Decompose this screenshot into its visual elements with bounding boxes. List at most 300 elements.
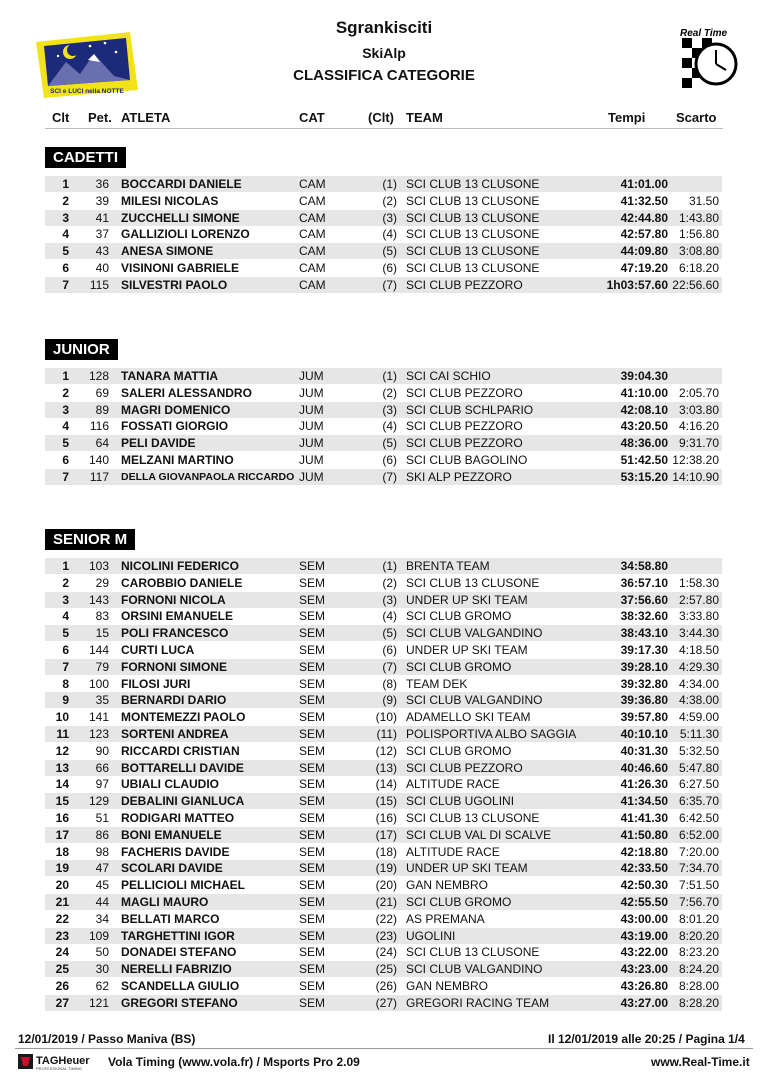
cell-team: TEAM DEK [406, 676, 468, 691]
cell-pet: 83 [95, 609, 109, 624]
cell-pet: 90 [95, 743, 109, 758]
sci-e-luci-logo [30, 28, 142, 100]
cell-clt: 2 [62, 193, 69, 208]
cell-name: PELLICIOLI MICHAEL [121, 878, 245, 893]
table-row [45, 676, 722, 692]
cell-team: SCI CLUB 13 CLUSONE [406, 244, 540, 259]
col-athlete: ATLETA [121, 110, 171, 125]
cell-clt: 16 [55, 811, 69, 825]
cell-name: FILOSI JURI [121, 676, 191, 691]
discipline-title: SkiAlp [362, 45, 406, 61]
table-row [45, 176, 722, 192]
cell-pos: (25) [375, 962, 397, 977]
cell-name: PELI DAVIDE [121, 436, 196, 451]
cell-pet: 109 [88, 928, 109, 943]
cell-time: 41:32.50 [620, 193, 668, 208]
cell-pos: (22) [375, 911, 397, 926]
cell-pos: (4) [382, 419, 397, 434]
cell-gap: 4:16.20 [678, 419, 719, 434]
cell-team: SCI CLUB SCHLPARIO [406, 402, 534, 417]
cell-gap: 6:18.20 [678, 261, 719, 275]
cell-pet: 69 [95, 385, 109, 400]
cell-clt: 20 [55, 878, 69, 893]
cell-team: SCI CLUB VALGANDINO [406, 693, 543, 708]
cell-name: POLI FRANCESCO [121, 626, 229, 641]
table-row [45, 709, 722, 725]
cell-pet: 123 [88, 727, 109, 741]
cell-cat: SEM [299, 861, 326, 876]
cell-name: NICOLINI FEDERICO [121, 559, 240, 573]
table-row [45, 978, 722, 994]
cell-name: RICCARDI CRISTIAN [121, 743, 240, 758]
cell-team: SCI CLUB 13 CLUSONE [406, 261, 540, 275]
table-row [45, 260, 722, 276]
cell-name: NERELLI FABRIZIO [121, 962, 232, 977]
table-row [45, 435, 722, 451]
cell-pos: (16) [375, 811, 397, 825]
cell-gap: 5:11.30 [679, 727, 719, 741]
col-gap: Scarto [676, 110, 717, 125]
table-row [45, 877, 722, 893]
cell-time: 42:55.50 [620, 895, 668, 909]
cell-clt: 27 [55, 995, 69, 1010]
cell-pet: 43 [95, 244, 109, 259]
cell-name: ORSINI EMANUELE [121, 609, 234, 624]
table-row [45, 760, 722, 776]
cell-name: FORNONI NICOLA [121, 592, 226, 607]
cell-name: DEBALINI GIANLUCA [121, 794, 245, 809]
cell-team: SCI CLUB 13 CLUSONE [406, 177, 540, 191]
cell-time: 53:15.20 [620, 469, 668, 484]
cell-cat: SEM [299, 559, 326, 573]
cell-clt: 25 [55, 962, 69, 977]
cell-time: 41:41.30 [620, 811, 668, 825]
cell-cat: SEM [299, 827, 326, 842]
cell-name: MAGRI DOMENICO [121, 402, 231, 417]
cell-time: 42:50.30 [620, 878, 668, 893]
cell-team: ALTITUDE RACE [406, 777, 500, 792]
cell-gap: 6:42.50 [678, 811, 719, 825]
cell-team: BRENTA TEAM [406, 559, 490, 573]
cell-team: SCI CLUB GROMO [406, 609, 512, 624]
cell-gap: 8:20.20 [678, 928, 719, 943]
cell-cat: SEM [299, 676, 326, 691]
cell-time: 47:19.20 [620, 261, 668, 275]
cell-clt: 18 [55, 844, 69, 859]
cell-team: SCI CLUB UGOLINI [406, 794, 515, 809]
table-row [45, 961, 722, 977]
cell-name: BOTTARELLI DAVIDE [121, 760, 244, 775]
cell-clt: 12 [55, 743, 69, 758]
cell-pos: (7) [382, 659, 397, 674]
cell-pos: (14) [375, 777, 397, 792]
cell-time: 48:36.00 [620, 436, 668, 451]
cell-gap: 3:44.30 [678, 626, 719, 641]
footer-date-place: 12/01/2019 / Passo Maniva (BS) [18, 1032, 196, 1046]
cell-team: GREGORI RACING TEAM [406, 995, 550, 1010]
cell-clt: 22 [55, 911, 69, 926]
table-row [45, 469, 722, 485]
cell-time: 43:27.00 [620, 995, 668, 1010]
cell-team: SCI CLUB VAL DI SCALVE [406, 827, 552, 842]
cell-team: GAN NEMBRO [406, 878, 489, 893]
logo-right-caption: Real Time [680, 28, 728, 39]
cell-pet: 30 [95, 962, 109, 977]
cell-team: SCI CLUB PEZZORO [406, 277, 523, 292]
cell-team: SKI ALP PEZZORO [406, 469, 512, 484]
cell-name: DONADEI STEFANO [121, 945, 237, 960]
cell-pet: 47 [95, 861, 109, 876]
cell-cat: SEM [299, 895, 326, 909]
cell-clt: 4 [62, 227, 69, 242]
cell-gap: 8:24.20 [678, 962, 719, 977]
cell-gap: 5:47.80 [678, 760, 719, 775]
cell-team: UNDER UP SKI TEAM [406, 592, 528, 607]
table-row [45, 402, 722, 418]
cell-time: 43:19.00 [620, 928, 668, 943]
cell-pet: 40 [95, 261, 109, 275]
cell-time: 1h03:57.60 [606, 277, 668, 292]
cell-pet: 34 [95, 911, 109, 926]
cell-pos: (1) [382, 177, 397, 191]
cell-cat: SEM [299, 995, 326, 1010]
cell-clt: 1 [62, 177, 69, 191]
cell-time: 42:57.80 [620, 227, 668, 242]
ranking-title: CLASSIFICA CATEGORIE [293, 67, 475, 84]
cell-pet: 140 [88, 453, 109, 467]
cell-pos: (3) [382, 592, 397, 607]
cell-pet: 37 [95, 227, 109, 242]
cell-clt: 7 [62, 277, 69, 292]
footer-website: www.Real-Time.it [651, 1055, 750, 1069]
cell-pos: (27) [375, 995, 397, 1010]
col-time: Tempi [608, 110, 646, 125]
cell-name: SALERI ALESSANDRO [121, 385, 252, 400]
cell-clt: 7 [62, 469, 69, 484]
cell-name: MAGLI MAURO [121, 895, 209, 909]
cell-cat: CAM [299, 210, 326, 225]
cell-time: 39:32.80 [620, 676, 668, 691]
cell-time: 39:57.80 [620, 710, 668, 725]
cell-name: CURTI LUCA [121, 643, 195, 657]
cell-clt: 5 [62, 626, 69, 641]
cell-pet: 115 [89, 277, 109, 292]
cell-team: SCI CLUB 13 CLUSONE [406, 575, 540, 590]
cell-cat: SEM [299, 911, 326, 926]
cell-pet: 100 [88, 676, 109, 691]
table-row [45, 226, 722, 242]
cell-pos: (10) [375, 710, 397, 725]
cell-gap: 7:51.50 [678, 878, 719, 893]
cell-cat: CAM [299, 193, 326, 208]
cell-gap: 8:28.00 [678, 979, 719, 993]
col-cat: CAT [299, 110, 325, 125]
cell-cat: JUM [299, 385, 324, 400]
cell-name: FOSSATI GIORGIO [121, 419, 229, 434]
cell-cat: CAM [299, 244, 326, 259]
cell-gap: 3:03.80 [678, 402, 719, 417]
cell-cat: SEM [299, 777, 326, 792]
cell-time: 36:57.10 [620, 575, 668, 590]
cell-team: SCI CLUB 13 CLUSONE [406, 210, 540, 225]
cell-clt: 10 [55, 710, 69, 725]
cell-name: GALLIZIOLI LORENZO [121, 227, 250, 242]
cell-clt: 24 [55, 945, 69, 960]
cell-cat: JUM [299, 453, 324, 467]
table-row [45, 793, 722, 809]
cell-gap: 2:57.80 [678, 592, 719, 607]
table-row [45, 385, 722, 401]
table-row [45, 277, 722, 293]
cell-cat: SEM [299, 743, 326, 758]
cell-team: SCI CLUB 13 CLUSONE [406, 811, 540, 825]
footer-timing: Vola Timing (www.vola.fr) / Msports Pro 2.09 [108, 1055, 360, 1069]
cell-clt: 14 [55, 777, 69, 792]
table-row [45, 452, 722, 468]
cell-gap: 8:01.20 [678, 911, 719, 926]
cell-team: SCI CLUB VALGANDINO [406, 962, 543, 977]
cell-cat: JUM [299, 436, 324, 451]
cell-gap: 3:08.80 [678, 244, 719, 259]
category-heading: SENIOR M [45, 529, 135, 550]
cell-pos: (1) [382, 369, 397, 383]
cell-cat: SEM [299, 811, 326, 825]
cell-team: ALTITUDE RACE [406, 844, 500, 859]
cell-gap: 1:56.80 [678, 227, 719, 242]
cell-cat: SEM [299, 710, 326, 725]
cell-name: CAROBBIO DANIELE [121, 575, 243, 590]
cell-gap: 22:56.60 [672, 277, 719, 292]
cell-team: UNDER UP SKI TEAM [406, 643, 528, 657]
table-row [45, 810, 722, 826]
table-row [45, 575, 722, 591]
cell-name: UBIALI CLAUDIO [121, 777, 219, 792]
cell-name: GREGORI STEFANO [121, 995, 238, 1010]
cell-team: SCI CLUB GROMO [406, 895, 512, 909]
col-clt: Clt [52, 110, 70, 125]
cell-pet: 62 [95, 979, 109, 993]
cell-pos: (13) [375, 760, 397, 775]
cell-pos: (7) [382, 277, 397, 292]
table-row [45, 844, 722, 860]
cell-pos: (3) [382, 402, 397, 417]
cell-pos: (26) [375, 979, 397, 993]
cell-pos: (5) [382, 436, 397, 451]
table-row [45, 608, 722, 624]
cell-pet: 35 [95, 693, 109, 708]
cell-clt: 4 [62, 609, 69, 624]
tagheuer-wordmark: TAGHeuer [36, 1055, 90, 1067]
cell-pos: (12) [375, 743, 397, 758]
cell-cat: CAM [299, 177, 326, 191]
cell-pet: 121 [88, 995, 109, 1010]
cell-pos: (23) [375, 928, 397, 943]
cell-name: MONTEMEZZI PAOLO [121, 710, 246, 725]
table-row [45, 558, 722, 574]
cell-clt: 5 [62, 436, 69, 451]
cell-pet: 79 [95, 659, 109, 674]
cell-cat: SEM [299, 609, 326, 624]
table-row [45, 193, 722, 209]
cell-pos: (6) [382, 643, 397, 657]
cell-pos: (5) [382, 244, 397, 259]
col-pet: Pet. [88, 110, 112, 125]
cell-clt: 4 [62, 419, 69, 434]
cell-cat: SEM [299, 659, 326, 674]
cell-cat: SEM [299, 727, 326, 741]
cell-name: BELLATI MARCO [121, 911, 220, 926]
cell-pet: 39 [95, 193, 109, 208]
table-row [45, 625, 722, 641]
cell-name: SCANDELLA GIULIO [121, 979, 240, 993]
cell-pet: 116 [89, 419, 109, 434]
cell-pet: 117 [89, 469, 109, 484]
cell-pet: 144 [88, 643, 109, 657]
cell-pos: (21) [375, 895, 397, 909]
category-heading: CADETTI [45, 147, 126, 168]
cell-time: 43:23.00 [620, 962, 668, 977]
cell-name: ANESA SIMONE [121, 244, 214, 259]
logo-left-caption: SCI e LUCI nella NOTTE [50, 88, 124, 95]
table-row [45, 776, 722, 792]
cell-time: 42:08.10 [620, 402, 668, 417]
cell-pet: 29 [95, 575, 109, 590]
footer-print-info: Il 12/01/2019 alle 20:25 / Pagina 1/4 [548, 1032, 745, 1046]
cell-clt: 23 [55, 928, 69, 943]
cell-pet: 15 [95, 626, 109, 641]
cell-pos: (4) [382, 227, 397, 242]
cell-time: 42:18.80 [620, 844, 668, 859]
cell-cat: SEM [299, 760, 326, 775]
cell-team: SCI CLUB 13 CLUSONE [406, 945, 540, 960]
cell-pet: 89 [95, 402, 109, 417]
cell-pos: (24) [375, 945, 397, 960]
cell-pet: 41 [95, 210, 109, 225]
table-row [45, 743, 722, 759]
cell-team: SCI CAI SCHIO [406, 369, 491, 383]
table-row [45, 692, 722, 708]
table-row [45, 726, 722, 742]
cell-time: 41:50.80 [620, 827, 668, 842]
cell-name: BERNARDI DARIO [121, 693, 227, 708]
cell-time: 41:10.00 [620, 385, 668, 400]
cell-gap: 7:34.70 [678, 861, 719, 876]
cell-pos: (6) [382, 261, 397, 275]
cell-team: UGOLINI [406, 928, 456, 943]
table-row [45, 642, 722, 658]
cell-clt: 21 [55, 895, 69, 909]
cell-pos: (4) [382, 609, 397, 624]
cell-team: POLISPORTIVA ALBO SAGGIA [406, 727, 577, 741]
cell-clt: 13 [55, 760, 69, 775]
cell-pos: (15) [375, 794, 397, 809]
cell-team: SCI CLUB PEZZORO [406, 436, 523, 451]
cell-pos: (17) [375, 827, 397, 842]
cell-cat: SEM [299, 643, 326, 657]
cell-time: 42:44.80 [620, 210, 668, 225]
cell-cat: CAM [299, 277, 326, 292]
cell-pos: (2) [382, 385, 397, 400]
cell-clt: 5 [62, 244, 69, 259]
cell-clt: 2 [62, 575, 69, 590]
cell-pos: (18) [375, 844, 397, 859]
cell-time: 41:34.50 [620, 794, 668, 809]
cell-clt: 8 [62, 676, 69, 691]
table-row [45, 928, 722, 944]
cell-time: 41:01.00 [620, 177, 668, 191]
table-row [45, 944, 722, 960]
cell-time: 44:09.80 [620, 244, 668, 259]
header-divider [45, 128, 723, 129]
cell-cat: SEM [299, 979, 326, 993]
cell-pet: 64 [95, 436, 109, 451]
table-row [45, 827, 722, 843]
cell-pos: (3) [382, 210, 397, 225]
cell-time: 38:43.10 [620, 626, 668, 641]
cell-gap: 4:59.00 [678, 710, 719, 725]
cell-clt: 15 [55, 794, 69, 809]
cell-time: 40:46.60 [620, 760, 668, 775]
cell-time: 43:00.00 [620, 911, 668, 926]
cell-pos: (19) [375, 861, 397, 876]
table-row [45, 911, 722, 927]
cell-pet: 143 [88, 592, 109, 607]
cell-pet: 50 [95, 945, 109, 960]
table-row [45, 592, 722, 608]
event-title: Sgrankisciti [335, 18, 433, 37]
cell-cat: SEM [299, 844, 326, 859]
cell-pet: 98 [95, 844, 109, 859]
cell-clt: 26 [55, 979, 69, 993]
cell-time: 39:36.80 [620, 693, 668, 708]
cell-time: 39:28.10 [620, 659, 668, 674]
cell-name: MELZANI MARTINO [121, 453, 234, 467]
cell-time: 38:32.60 [620, 609, 668, 624]
cell-pet: 128 [88, 369, 109, 383]
cell-time: 39:17.30 [620, 643, 668, 657]
cell-pet: 86 [95, 827, 109, 842]
cell-name: RODIGARI MATTEO [121, 811, 235, 825]
cell-team: SCI CLUB PEZZORO [406, 419, 523, 434]
cell-gap: 4:18.50 [678, 643, 719, 657]
cell-team: GAN NEMBRO [406, 979, 489, 993]
col-catpos: (Clt) [368, 110, 394, 125]
cell-clt: 17 [55, 827, 69, 842]
cell-gap: 8:28.20 [678, 995, 719, 1010]
table-row [45, 210, 722, 226]
cell-cat: JUM [299, 369, 324, 383]
cell-gap: 9:31.70 [678, 436, 719, 451]
cell-pet: 36 [95, 177, 109, 191]
cell-pos: (11) [376, 727, 397, 741]
cell-gap: 6:52.00 [678, 827, 719, 842]
cell-team: ADAMELLO SKI TEAM [406, 710, 531, 725]
table-row [45, 243, 722, 259]
table-row [45, 418, 722, 434]
cell-time: 34:58.80 [620, 559, 668, 573]
cell-team: AS PREMANA [406, 911, 485, 926]
cell-pos: (8) [382, 676, 397, 691]
cell-gap: 14:10.90 [672, 469, 719, 484]
cell-pos: (2) [382, 193, 397, 208]
cell-pos: (7) [382, 469, 397, 484]
cell-pet: 129 [88, 794, 109, 809]
cell-cat: CAM [299, 227, 326, 242]
cell-cat: SEM [299, 962, 326, 977]
cell-time: 41:26.30 [620, 777, 668, 792]
cell-clt: 1 [62, 369, 69, 383]
cell-gap: 7:20.00 [678, 844, 719, 859]
